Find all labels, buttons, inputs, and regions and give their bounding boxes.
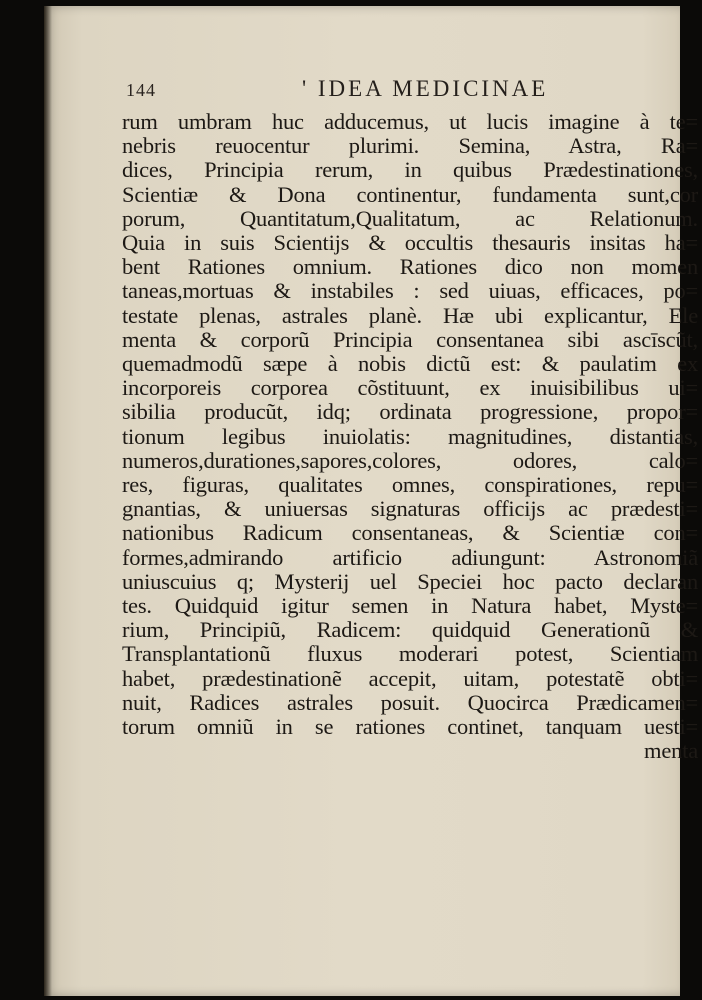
text-line: uniuscuius q; Mysterij uel Speciei hoc pacto declaran [122,568,698,594]
book-page [44,6,698,996]
page-number: 144 [126,80,156,100]
text-line: rium, Principiũ, Radicem: quidquid Generationũ & [122,617,698,643]
page-gutter-shadow [44,6,52,996]
text-line: nationibus Radicum consentaneas, & Scientiæ con= [122,520,698,546]
text-line: numeros,durationes,sapores,colores, odores, calo= [122,447,698,473]
text-line: porum, Quantitatum,Qualitatum, ac Relationum. [122,205,698,231]
text-line: sibilia producũt, idq; ordinata progressione, propor= [122,399,698,425]
text-line: bent Rationes omnium. Rationes dico non momen [122,254,698,280]
text-line: formes,admirando artificio adiungunt: Astronomiã [122,544,698,570]
page-header [122,76,692,106]
catchword: menta [644,738,698,764]
text-line: menta & corporũ Principia consentanea sibi ascīscũt, [122,326,698,352]
text-line: torum omniũ in se rationes continet, tanquam uesti= [122,714,698,740]
text-line: gnantias, & uniuersas signaturas officijs ac prædesti= [122,496,698,522]
text-line: tionum legibus inuiolatis: magnitudines, distantias, [122,423,698,449]
text-line: habet, prædestinationẽ accepit, uitam, potestatẽ obti= [122,665,698,691]
text-line: res, figuras, qualitates omnes, conspirationes, repu= [122,472,698,498]
text-line: testate plenas, astrales planè. Hæ ubi explicantur, Ele [122,302,698,328]
running-title: ' IDEA MEDICINAE [302,76,549,101]
text-line: rum umbram huc adducemus, ut lucis imagine à te= [122,109,698,134]
text-line: Scientiæ & Dona continentur, fundamenta sunt,cor [122,181,698,207]
text-line: dices, Principia rerum, in quibus Prædestinationes, [122,157,698,183]
text-line: taneas,mortuas & instabiles : sed uiuas, efficaces, po= [122,278,698,304]
text-line: incorporeis corporea cõstituunt, ex inuisibilibus ui= [122,375,698,401]
text-line: nuit, Radices astrales posuit. Quocirca Prædicamen= [122,689,698,715]
text-line: Quia in suis Scientijs & occultis thesauris insitas ha= [122,230,698,256]
text-line: quemadmodũ sæpe à nobis dictũ est: & paulatim ex [122,351,698,377]
body-text [122,110,702,763]
text-line: tes. Quidquid igitur semen in Natura habet, Myste= [122,593,698,619]
text-line: Transplantationũ fluxus moderari potest, Scientiam [122,641,698,667]
text-line: nebris reuocentur plurimi. Semina, Astra, Ra= [122,133,698,159]
